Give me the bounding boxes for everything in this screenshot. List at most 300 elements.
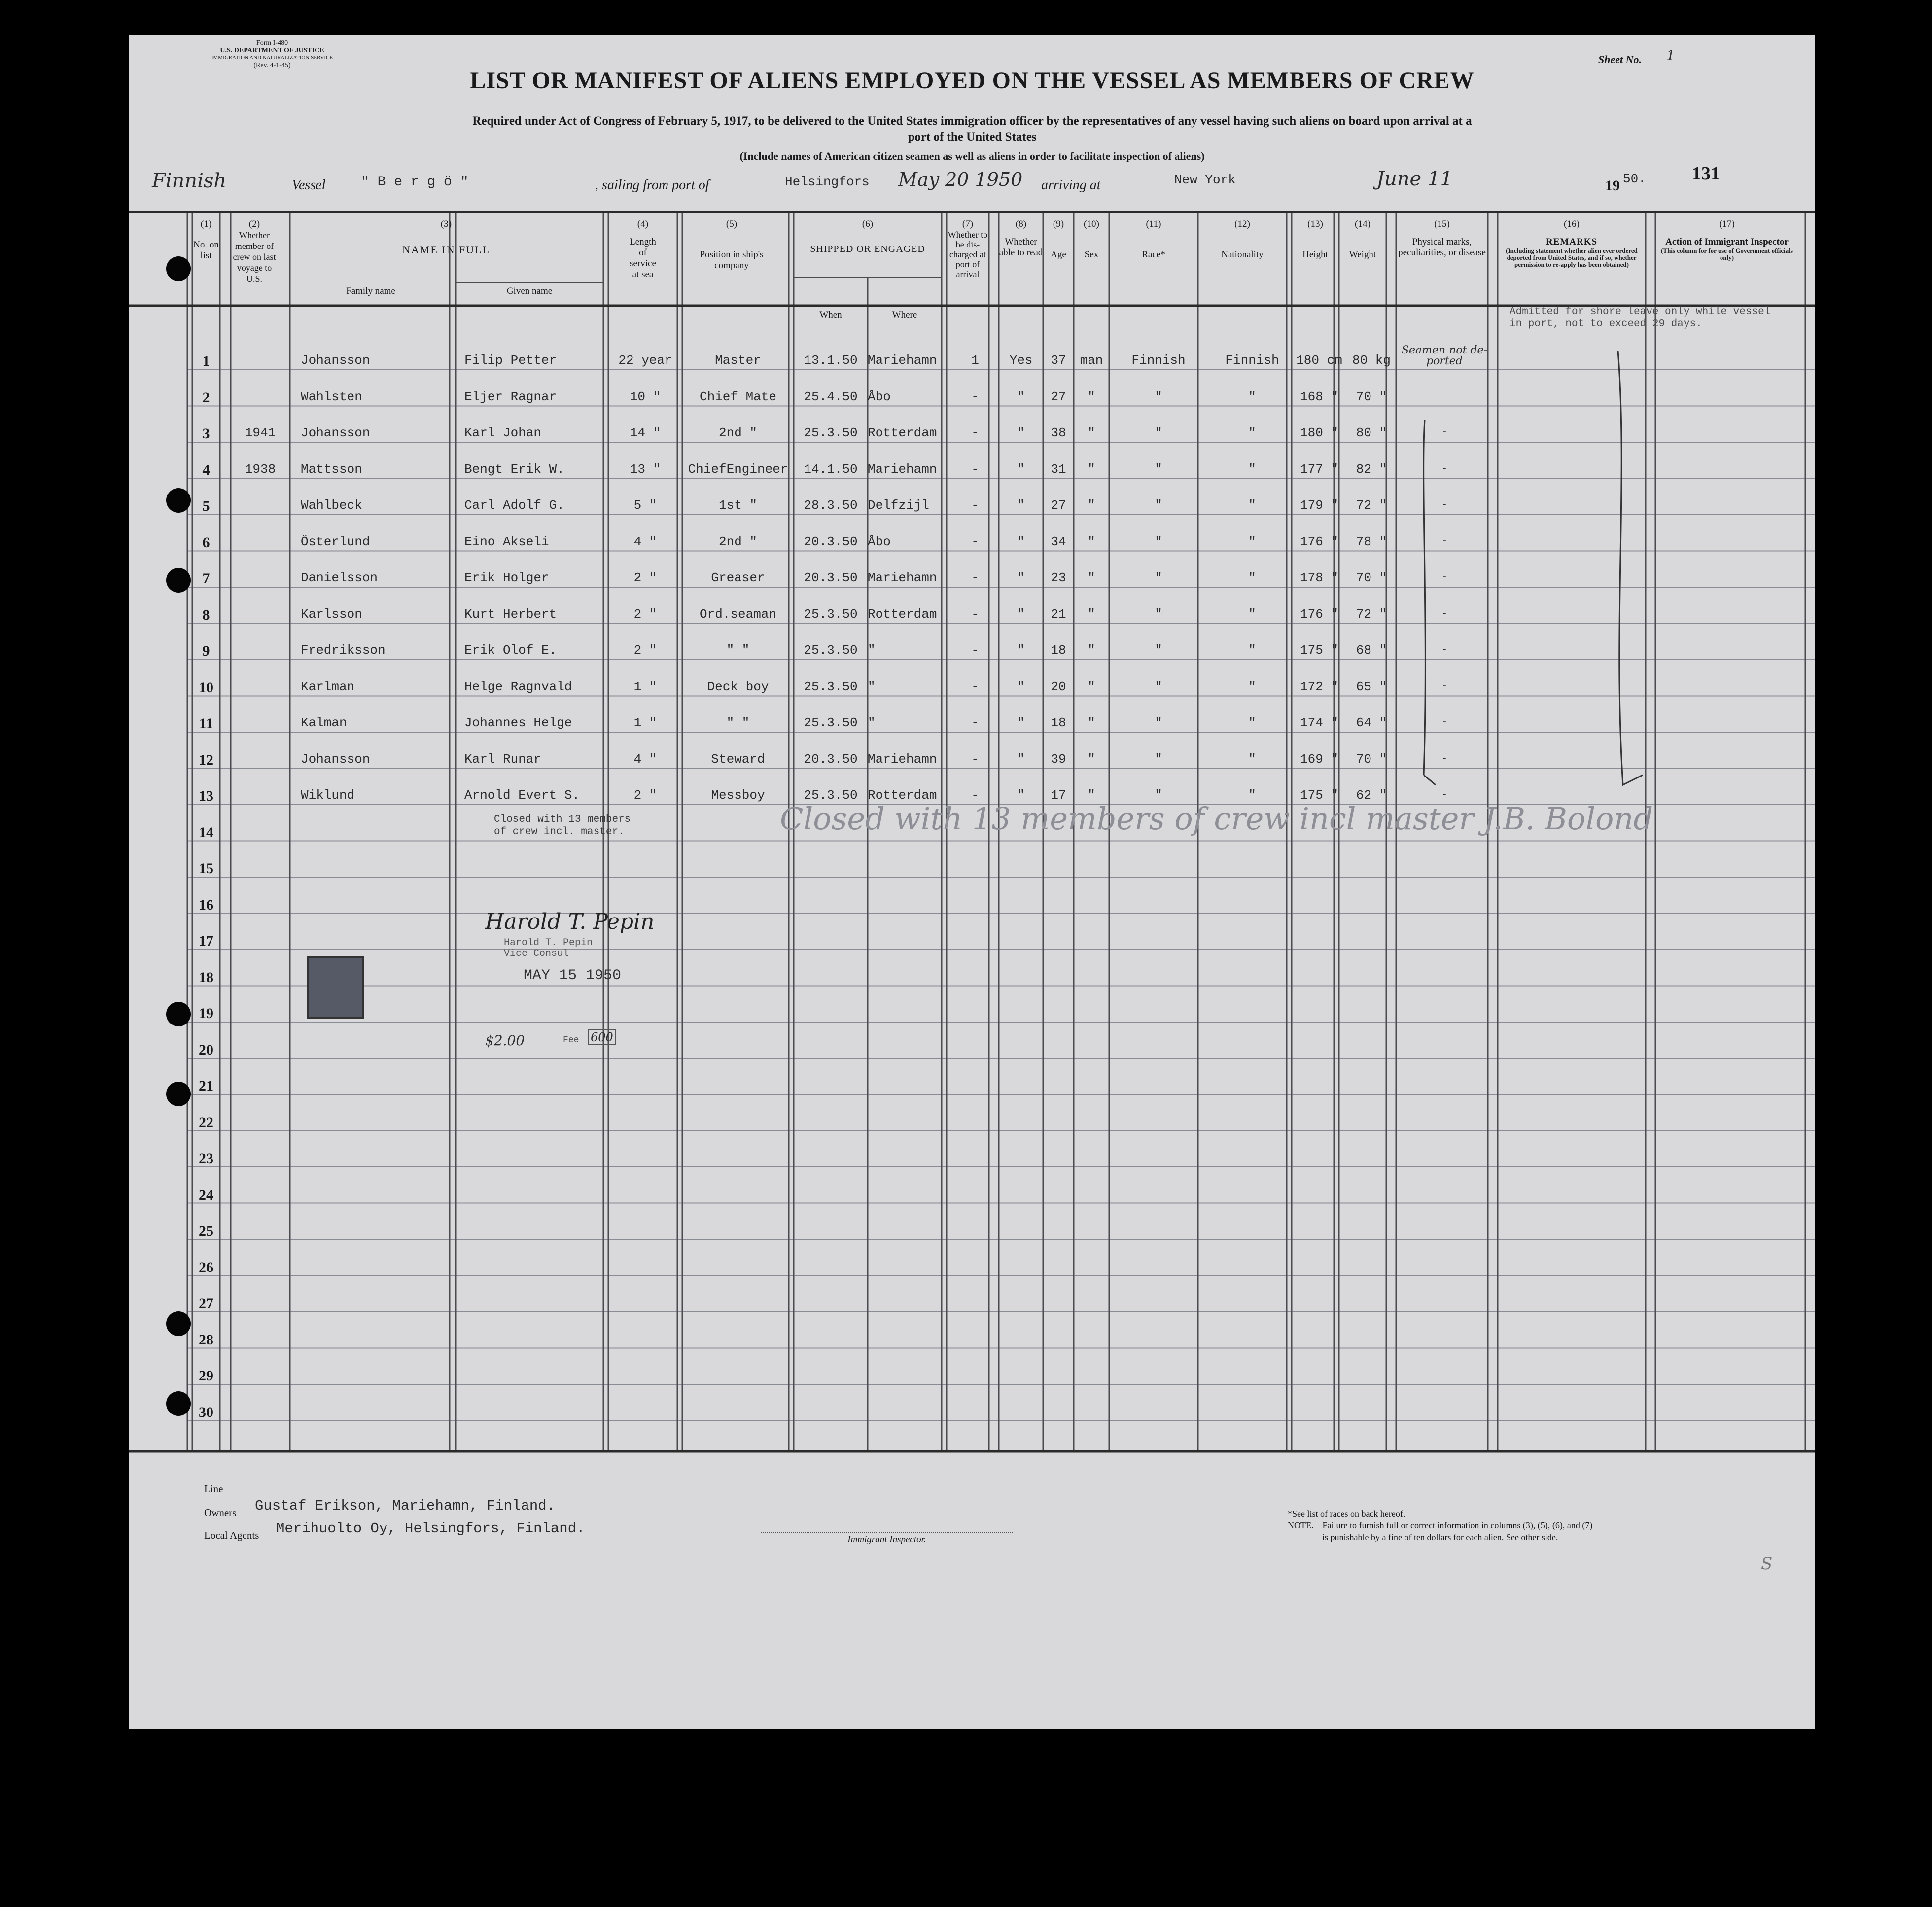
discharged-cell: - <box>971 534 979 549</box>
height-cell: 174 " <box>1300 715 1338 730</box>
empty-row-number: 20 <box>199 1041 213 1058</box>
col-8-header <box>999 219 1043 258</box>
service-length-cell: 2 " <box>633 570 657 585</box>
position-cell: Steward <box>711 751 765 767</box>
empty-row-number: 25 <box>199 1223 213 1239</box>
empty-row-number: 27 <box>199 1295 213 1311</box>
shipped-when-cell: 14.1.50 <box>804 461 858 477</box>
family-name-cell: Johansson <box>301 751 370 767</box>
arriving-at-label: arriving at <box>1041 177 1101 193</box>
col-1-title: No. on list <box>193 240 219 261</box>
race-cell: " <box>1155 715 1162 730</box>
col-4-title: Length of service at sea <box>630 237 656 280</box>
weight-cell: 78 " <box>1356 534 1387 549</box>
given-name-cell: Eljer Ragnar <box>464 389 557 404</box>
discharged-cell: - <box>971 606 979 622</box>
col-16-title: REMARKS <box>1546 237 1598 247</box>
family-name-cell: Danielsson <box>301 570 378 585</box>
weight-cell: 70 " <box>1356 389 1387 404</box>
given-name-cell: Johannes Helge <box>464 715 572 730</box>
punch-hole <box>166 568 191 593</box>
col-9-number: (9) <box>1053 219 1064 229</box>
height-cell: 176 " <box>1300 534 1338 549</box>
service-length-cell: 1 " <box>633 715 657 730</box>
position-cell: Greaser <box>711 570 765 585</box>
nationality-cell: " <box>1248 461 1256 477</box>
shipped-where-header: Where <box>892 310 917 320</box>
row-number-cell: 4 <box>202 461 210 478</box>
shipped-when-cell: 25.3.50 <box>804 643 858 658</box>
able-to-read-cell: " <box>1017 534 1025 549</box>
nationality-cell: " <box>1248 679 1256 694</box>
given-name-cell: Erik Holger <box>464 570 549 585</box>
sex-cell: " <box>1088 715 1095 730</box>
discharged-cell: 1 <box>971 353 979 368</box>
able-to-read-cell: " <box>1017 715 1025 730</box>
row-number-cell: 7 <box>202 570 210 587</box>
col-7-title: Whether to be dis-charged at port of arrival <box>948 230 988 279</box>
col-16-header <box>1498 219 1646 268</box>
sex-cell: " <box>1088 606 1095 622</box>
col-14-title: Weight <box>1349 249 1376 260</box>
nationality-cell: " <box>1248 425 1256 440</box>
shipped-where-cell: " <box>868 643 876 658</box>
manifest-sheet <box>129 35 1815 1729</box>
discharged-cell: - <box>971 570 979 585</box>
vessel-nationality: Finnish <box>152 170 227 192</box>
shipped-where-cell: Mariehamn <box>868 353 937 368</box>
discharged-cell: - <box>971 425 979 440</box>
position-cell: 2nd " <box>718 425 757 440</box>
given-name-cell: Filip Petter <box>464 353 557 368</box>
able-to-read-cell: " <box>1017 461 1025 477</box>
weight-cell: 62 " <box>1356 788 1387 803</box>
stamp-date: MAY 15 1950 <box>524 967 622 984</box>
empty-row-number: 29 <box>199 1368 213 1384</box>
last-voyage-cell: 1938 <box>245 461 276 477</box>
service-length-cell: 4 " <box>633 534 657 549</box>
stamp-closed-line-2: of crew incl. master. <box>494 826 625 838</box>
col-11-number: (11) <box>1146 219 1161 229</box>
col-2-title: Whether member of crew on last voyage to U.S. <box>233 230 276 283</box>
height-cell: 175 " <box>1300 643 1338 658</box>
weight-cell: 65 " <box>1356 679 1387 694</box>
family-name-cell: Wahlbeck <box>301 498 362 513</box>
given-name-cell: Karl Johan <box>464 425 542 440</box>
shipped-when-cell: 25.3.50 <box>804 788 858 803</box>
col-9-title: Age <box>1051 249 1066 260</box>
family-name-cell: Wiklund <box>301 788 355 803</box>
fee-number: 600 <box>588 1029 616 1045</box>
shipped-where-cell: Mariehamn <box>868 461 937 477</box>
empty-row-number: 26 <box>199 1259 213 1275</box>
col-12-number: (12) <box>1234 219 1250 229</box>
physical-marks-cell: - <box>1442 715 1446 728</box>
col-10-header <box>1074 219 1109 260</box>
shipped-where-cell: Åbo <box>868 389 891 404</box>
height-cell: 177 " <box>1300 461 1338 477</box>
race-cell: " <box>1155 643 1162 658</box>
shipped-where-cell: Rotterdam <box>868 788 937 803</box>
shipped-where-cell: Mariehamn <box>868 751 937 767</box>
family-name-cell: Fredriksson <box>301 643 386 658</box>
height-cell: 176 " <box>1300 606 1338 622</box>
given-name-cell: Kurt Herbert <box>464 606 557 622</box>
port-of-arrival: New York <box>1174 173 1236 187</box>
race-cell: " <box>1155 534 1162 549</box>
row-number-cell: 5 <box>202 498 210 514</box>
given-name-cell: Eino Akseli <box>464 534 549 549</box>
inspector-signature-line <box>761 1532 1013 1533</box>
given-name-header: Given name <box>506 286 553 296</box>
able-to-read-cell: " <box>1017 606 1025 622</box>
family-name-cell: Wahlsten <box>301 389 362 404</box>
age-cell: 38 <box>1051 425 1066 440</box>
col-5-header <box>682 219 781 271</box>
remarks-shore-leave: Admitted for shore leave only while vessel in port, not to exceed 29 days. <box>1510 306 1771 330</box>
shipped-where-cell: " <box>868 715 876 730</box>
position-cell: Deck boy <box>707 679 769 694</box>
nationality-cell: " <box>1248 606 1256 622</box>
sex-cell: " <box>1088 389 1095 404</box>
local-agents-value: Merihuolto Oy, Helsingfors, Finland. <box>276 1520 585 1537</box>
arrival-date: June 11 <box>1376 168 1453 190</box>
able-to-read-cell: " <box>1017 570 1025 585</box>
vessel-label: Vessel <box>292 177 326 193</box>
consular-stamp <box>494 813 631 838</box>
discharged-cell: - <box>971 679 979 694</box>
sex-cell: " <box>1088 425 1095 440</box>
last-voyage-cell: 1941 <box>245 425 276 440</box>
col-3-number: (3) <box>440 219 452 229</box>
age-cell: 37 <box>1051 353 1066 368</box>
col-14-number: (14) <box>1355 219 1370 229</box>
punch-hole <box>166 1311 191 1336</box>
physical-marks-cell: - <box>1442 425 1446 438</box>
line-label: Line <box>204 1483 223 1495</box>
family-name-cell: Johansson <box>301 425 370 440</box>
position-cell: Messboy <box>711 788 765 803</box>
col-4-number: (4) <box>637 219 649 229</box>
col-12-title: Nationality <box>1221 249 1264 260</box>
row-number-cell: 11 <box>199 715 213 732</box>
service-length-cell: 22 year <box>618 353 672 368</box>
col-17-number: (17) <box>1719 219 1735 229</box>
service-length-cell: 13 " <box>630 461 661 477</box>
position-cell: " " <box>726 643 750 658</box>
fee-label: Fee <box>563 1035 579 1045</box>
consul-signature: Harold T. Pepin <box>485 909 655 934</box>
position-cell: Ord.seaman <box>699 606 777 622</box>
able-to-read-cell: " <box>1017 751 1025 767</box>
shipped-when-cell: 25.3.50 <box>804 425 858 440</box>
sailing-date: May 20 1950 <box>898 169 1023 190</box>
race-cell: " <box>1155 751 1162 767</box>
discharged-cell: - <box>971 461 979 477</box>
nationality-cell: " <box>1248 570 1256 585</box>
row-number-cell: 3 <box>202 425 210 442</box>
consul-name: Harold T. Pepin <box>504 937 593 949</box>
able-to-read-cell: Yes <box>1009 353 1033 368</box>
race-cell: " <box>1155 498 1162 513</box>
nationality-cell: " <box>1248 643 1256 658</box>
empty-row-number: 17 <box>199 933 213 949</box>
row-number-cell: 8 <box>202 606 210 623</box>
empty-row-number: 23 <box>199 1150 213 1166</box>
col-1-header <box>192 219 220 261</box>
weight-cell: 68 " <box>1356 643 1387 658</box>
empty-row-number: 28 <box>199 1331 213 1348</box>
physical-marks-cell: Seamen not de-ported <box>1401 345 1488 367</box>
row-number-cell: 9 <box>202 643 210 659</box>
owners-value: Gustaf Erikson, Mariehamn, Finland. <box>255 1498 556 1514</box>
nationality-cell: " <box>1248 788 1256 803</box>
col-2-header <box>231 219 278 284</box>
col-12-header <box>1198 219 1287 260</box>
col-15-number: (15) <box>1434 219 1450 229</box>
age-cell: 23 <box>1051 570 1066 585</box>
height-cell: 179 " <box>1300 498 1338 513</box>
sailing-from-label: , sailing from port of <box>595 177 709 193</box>
department-name: U.S. DEPARTMENT OF JUSTICE <box>220 47 324 54</box>
height-cell: 175 " <box>1300 788 1338 803</box>
note-races: *See list of races on back hereof. <box>1288 1509 1405 1519</box>
shipped-when-cell: 25.3.50 <box>804 715 858 730</box>
service-length-cell: 14 " <box>630 425 661 440</box>
given-name-cell: Bengt Erik W. <box>464 461 564 477</box>
sex-cell: " <box>1088 751 1095 767</box>
position-cell: Chief Mate <box>699 389 777 404</box>
nationality-cell: Finnish <box>1225 353 1279 368</box>
col-8-title: Whether able to read <box>999 237 1043 258</box>
shipped-when-cell: 13.1.50 <box>804 353 858 368</box>
col-13-header <box>1292 219 1339 260</box>
shipped-when-cell: 25.3.50 <box>804 679 858 694</box>
service-length-cell: 1 " <box>633 679 657 694</box>
shipped-where-cell: Rotterdam <box>868 425 937 440</box>
weight-cell: 80 kg <box>1352 353 1391 368</box>
form-subtitle-1: Required under Act of Congress of February 5, 1917, to be delivered to the United States immigration officer by the representatives of any vessel having such aliens on board upon arrival at a <box>472 114 1472 128</box>
col-17-subtitle: (This column for for use of Government officials only) <box>1661 247 1793 261</box>
note-fine-2: is punishable by a fine of ten dollars for each alien. See other side. <box>1322 1532 1558 1542</box>
weight-cell: 72 " <box>1356 498 1387 513</box>
col-11-header <box>1109 219 1198 260</box>
discharged-cell: - <box>971 715 979 730</box>
service-length-cell: 2 " <box>633 788 657 803</box>
discharged-cell: - <box>971 643 979 658</box>
col-11-title: Race* <box>1142 249 1165 260</box>
service-length-cell: 5 " <box>633 498 657 513</box>
service-length-cell: 2 " <box>633 606 657 622</box>
fee-stamp-image <box>307 956 364 1019</box>
sheet-number-label: Sheet No. <box>1598 53 1642 66</box>
height-cell: 180 cm <box>1296 353 1342 368</box>
discharged-cell: - <box>971 389 979 404</box>
form-title: LIST OR MANIFEST OF ALIENS EMPLOYED ON THE VESSEL AS MEMBERS OF CREW <box>470 68 1475 94</box>
consul-name-block <box>504 938 593 959</box>
weight-cell: 82 " <box>1356 461 1387 477</box>
able-to-read-cell: " <box>1017 425 1025 440</box>
sex-cell: " <box>1088 534 1095 549</box>
empty-row-number: 22 <box>199 1114 213 1130</box>
race-cell: " <box>1155 788 1162 803</box>
service-length-cell: 10 " <box>630 389 661 404</box>
age-cell: 27 <box>1051 389 1066 404</box>
col-17-title: Action of Immigrant Inspector <box>1665 237 1789 247</box>
shipped-where-cell: Delfzijl <box>868 498 929 513</box>
col-7-number: (7) <box>962 219 974 229</box>
age-cell: 27 <box>1051 498 1066 513</box>
col-6-number: (6) <box>862 219 874 229</box>
nationality-cell: " <box>1248 389 1256 404</box>
shipped-where-cell: Åbo <box>868 534 891 549</box>
position-cell: " " <box>726 715 750 730</box>
family-name-cell: Mattsson <box>301 461 362 477</box>
col-13-number: (13) <box>1307 219 1323 229</box>
family-name-header: Family name <box>346 286 395 296</box>
age-cell: 39 <box>1051 751 1066 767</box>
fee-amount: $2.00 <box>485 1032 525 1049</box>
weight-cell: 80 " <box>1356 425 1387 440</box>
consul-title: Vice Consul <box>504 948 569 959</box>
physical-marks-cell: - <box>1442 751 1446 764</box>
empty-row-number: 18 <box>199 969 213 986</box>
row-number-cell: 10 <box>199 679 213 696</box>
able-to-read-cell: " <box>1017 788 1025 803</box>
family-name-cell: Karlman <box>301 679 355 694</box>
age-cell: 17 <box>1051 788 1066 803</box>
able-to-read-cell: " <box>1017 679 1025 694</box>
family-name-cell: Österlund <box>301 534 370 549</box>
position-cell: 2nd " <box>718 534 757 549</box>
service-length-cell: 4 " <box>633 751 657 767</box>
family-name-cell: Johansson <box>301 353 370 368</box>
note-fine-1: NOTE.—Failure to furnish full or correct information in columns (3), (5), (6), and (7) <box>1288 1520 1593 1530</box>
punch-hole <box>166 1082 191 1106</box>
discharged-cell: - <box>971 788 979 803</box>
local-agents-label: Local Agents <box>204 1529 259 1541</box>
nationality-cell: " <box>1248 498 1256 513</box>
empty-row-number: 19 <box>199 1005 213 1022</box>
sex-cell: " <box>1088 679 1095 694</box>
row-number-cell: 2 <box>202 389 210 406</box>
form-subtitle-3: (Include names of American citizen seamen as well as aliens in order to facilitate inspection of aliens) <box>739 150 1205 162</box>
punch-hole <box>166 1391 191 1416</box>
sex-cell: " <box>1088 498 1095 513</box>
year-prefix: 19 <box>1605 177 1620 194</box>
shipped-when-cell: 20.3.50 <box>804 751 858 767</box>
page-number: 131 <box>1692 163 1720 184</box>
service-length-cell: 2 " <box>633 643 657 658</box>
sex-cell: " <box>1088 570 1095 585</box>
empty-row-number: 24 <box>199 1186 213 1203</box>
shipped-where-cell: Rotterdam <box>868 606 937 622</box>
col-8-number: (8) <box>1015 219 1027 229</box>
col-9-header <box>1043 219 1074 260</box>
corner-mark: S <box>1761 1554 1773 1574</box>
col-6-header <box>794 219 942 254</box>
shipped-where-cell: Mariehamn <box>868 570 937 585</box>
nationality-cell: " <box>1248 534 1256 549</box>
position-cell: 1st " <box>718 498 757 513</box>
nationality-cell: " <box>1248 715 1256 730</box>
col-16-number: (16) <box>1564 219 1580 229</box>
col-10-number: (10) <box>1084 219 1099 229</box>
empty-row-number: 14 <box>199 824 213 841</box>
given-name-cell: Helge Ragnvald <box>464 679 572 694</box>
height-cell: 178 " <box>1300 570 1338 585</box>
col-6-title: SHIPPED OR ENGAGED <box>810 244 925 254</box>
col-1-number: (1) <box>200 219 212 229</box>
col-15-header <box>1396 219 1488 258</box>
shipped-when-cell: 20.3.50 <box>804 570 858 585</box>
sheet-number-value: 1 <box>1666 47 1675 64</box>
sex-cell: " <box>1088 788 1095 803</box>
physical-marks-cell: - <box>1442 461 1446 474</box>
weight-cell: 70 " <box>1356 751 1387 767</box>
race-cell: " <box>1155 679 1162 694</box>
age-cell: 20 <box>1051 679 1066 694</box>
physical-marks-cell: - <box>1442 606 1446 619</box>
shipped-when-cell: 25.4.50 <box>804 389 858 404</box>
age-cell: 31 <box>1051 461 1066 477</box>
col-4-header <box>608 219 677 280</box>
owners-label: Owners <box>204 1507 237 1519</box>
sex-cell: " <box>1088 643 1095 658</box>
row-number-cell: 13 <box>199 788 213 804</box>
position-cell: Master <box>715 353 761 368</box>
col-2-number: (2) <box>248 219 260 229</box>
col-13-title: Height <box>1302 249 1328 260</box>
age-cell: 18 <box>1051 715 1066 730</box>
form-subtitle-2: port of the United States <box>908 130 1037 143</box>
age-cell: 18 <box>1051 643 1066 658</box>
race-cell: " <box>1155 425 1162 440</box>
physical-marks-cell: - <box>1442 534 1446 547</box>
height-cell: 172 " <box>1300 679 1338 694</box>
given-name-cell: Carl Adolf G. <box>464 498 564 513</box>
able-to-read-cell: " <box>1017 498 1025 513</box>
col-17-header <box>1655 219 1798 261</box>
col-10-title: Sex <box>1084 249 1099 260</box>
form-revision: (Rev. 4-1-45) <box>253 62 291 69</box>
race-cell: " <box>1155 461 1162 477</box>
row-number-cell: 12 <box>199 751 213 768</box>
empty-row-number: 21 <box>199 1078 213 1094</box>
punch-hole <box>166 1002 191 1026</box>
height-cell: 168 " <box>1300 389 1338 404</box>
given-name-cell: Arnold Evert S. <box>464 788 580 803</box>
able-to-read-cell: " <box>1017 389 1025 404</box>
closing-note: Closed with 13 members of crew incl master J.B. Bolond <box>780 801 1653 837</box>
height-cell: 180 " <box>1300 425 1338 440</box>
shipped-where-cell: " <box>868 679 876 694</box>
age-cell: 34 <box>1051 534 1066 549</box>
inspector-label: Immigrant Inspector. <box>847 1534 926 1545</box>
given-name-cell: Erik Olof E. <box>464 643 557 658</box>
family-name-cell: Karlsson <box>301 606 362 622</box>
empty-row-number: 16 <box>199 896 213 913</box>
col-5-title: Position in ship's company <box>700 249 764 271</box>
punch-hole <box>166 256 191 281</box>
discharged-cell: - <box>971 751 979 767</box>
col-3-header <box>286 219 606 255</box>
given-name-cell: Karl Runar <box>464 751 542 767</box>
weight-cell: 64 " <box>1356 715 1387 730</box>
col-7-header <box>947 219 989 279</box>
col-5-number: (5) <box>726 219 738 229</box>
col-16-subtitle: (Including statement whether alien ever ordered deported from United States, and if so, whether permission to re-apply has been obtained) <box>1506 247 1638 268</box>
